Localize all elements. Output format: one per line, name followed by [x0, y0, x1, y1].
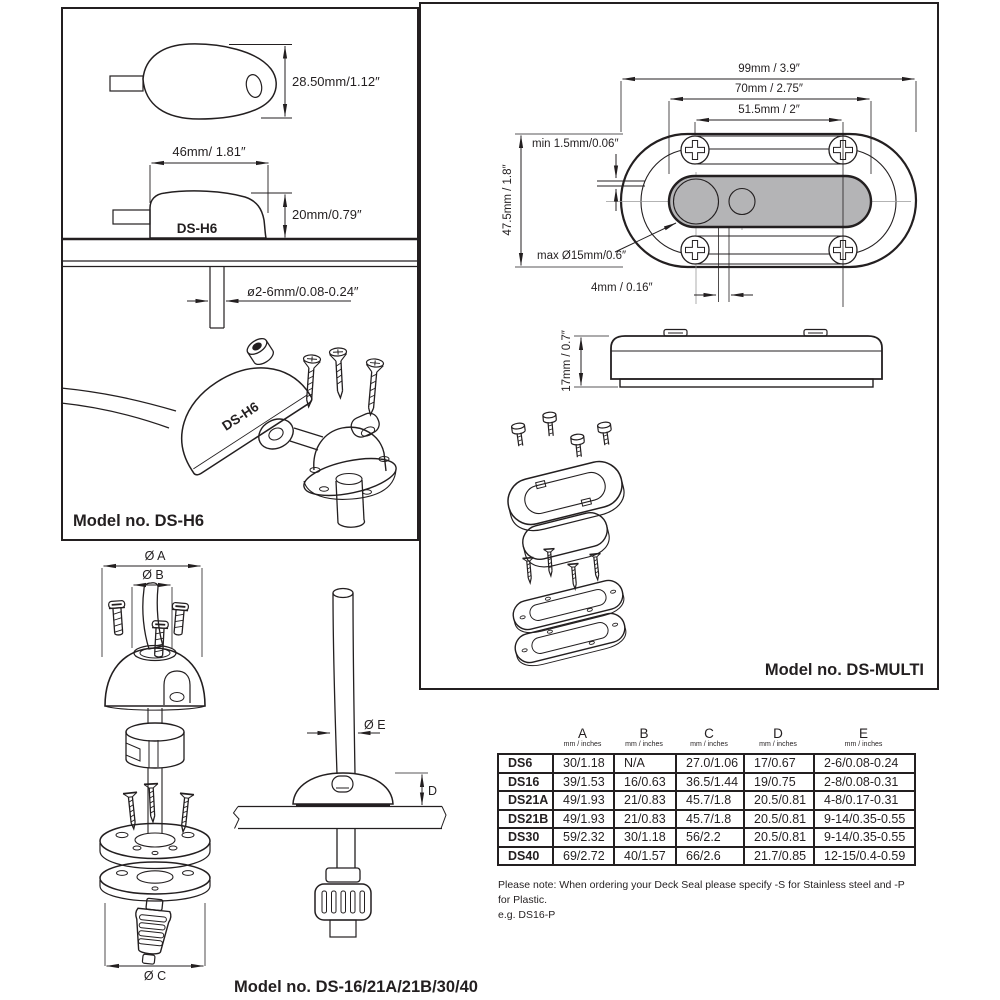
cell-b: 16/0.63	[614, 773, 676, 792]
table-row	[498, 810, 915, 829]
pan-screw	[151, 621, 169, 658]
cell-d: 20.5/0.81	[744, 828, 814, 847]
tapping-screw	[523, 558, 536, 584]
header-col-c	[675, 727, 743, 753]
ds-h6-body-label-side: DS-H6	[176, 221, 218, 236]
pan-screw	[543, 412, 558, 437]
table-row	[498, 773, 915, 792]
ds-h6-body-label-3d: DS-H6	[219, 398, 262, 434]
cell-d: 21.7/0.85	[744, 847, 814, 866]
cell-e: 9-14/0.35-0.55	[814, 810, 915, 829]
col-letter: E	[858, 726, 868, 741]
ds-h6-top-view	[110, 44, 276, 119]
pan-screw	[571, 434, 586, 458]
ds-h6-dim-height-side	[251, 193, 292, 238]
cell-c: 36.5/1.44	[676, 773, 744, 792]
cell-e: 2-6/0.08-0.24	[814, 754, 915, 773]
dim-label-17mm: 17mm / 0.7″	[561, 330, 573, 392]
spec-table-section	[497, 727, 917, 866]
screw	[300, 348, 384, 416]
col-unit: mm / inches	[690, 741, 728, 748]
gasket-plate	[510, 577, 627, 637]
pan-screw	[170, 602, 189, 635]
ds-h6-tilted-dome	[151, 332, 313, 477]
col-unit: mm / inches	[844, 741, 883, 748]
dim-label-20mm: 20mm/0.79″	[292, 207, 362, 222]
cell-b: 21/0.83	[614, 791, 676, 810]
cell-a: 69/2.72	[553, 847, 614, 866]
ds-range-caption: Model no. DS-16/21A/21B/30/40	[234, 978, 478, 996]
spec-table	[497, 753, 916, 866]
screw-head-side	[802, 330, 829, 337]
pipe-top	[333, 589, 353, 598]
cell-c: 56/2.2	[676, 828, 744, 847]
backing-nut	[315, 868, 371, 937]
mount-base	[301, 410, 400, 527]
header-col-a	[552, 727, 613, 753]
dim-label-dia-c: Ø C	[143, 969, 167, 983]
dome-assembly	[100, 583, 210, 966]
dim-label-70mm: 70mm / 2.75″	[735, 83, 803, 95]
cell-e: 4-8/0.17-0.31	[814, 791, 915, 810]
model-name: DS16	[498, 773, 553, 792]
ds-multi-panel	[419, 2, 939, 690]
ds-multi-caption: Model no. DS-MULTI	[764, 661, 924, 679]
col-letter: C	[704, 726, 714, 741]
ds-multi-side-view	[611, 330, 882, 388]
ds-multi-top-view	[606, 134, 916, 304]
pan-screw	[108, 600, 126, 635]
cell-d: 20.5/0.81	[744, 810, 814, 829]
cell-a: 49/1.93	[553, 791, 614, 810]
cell-b: N/A	[614, 754, 676, 773]
dim-label-max-hole: max Ø15mm/0.6″	[537, 250, 627, 262]
spec-table-header	[497, 727, 917, 753]
dim-label-47-5mm: 47.5mm / 1.8″	[502, 164, 514, 236]
cell-e: 2-8/0.08-0.31	[814, 773, 915, 792]
phillips-screw	[681, 236, 709, 264]
cable	[61, 403, 169, 428]
tapping-screw	[144, 784, 160, 823]
rubber-seal-block	[519, 509, 613, 572]
cell-a: 30/1.18	[553, 754, 614, 773]
cell-a: 39/1.53	[553, 773, 614, 792]
dim-label-46mm: 46mm/ 1.81″	[172, 144, 246, 159]
dim-label-dia-e: Ø E	[364, 718, 386, 732]
note-line-2: e.g. DS16-P	[498, 909, 556, 922]
header-empty	[497, 727, 552, 753]
pan-screw	[597, 421, 613, 445]
model-name: DS21B	[498, 810, 553, 829]
phillips-screw	[681, 136, 709, 164]
cell-e: 9-14/0.35-0.55	[814, 828, 915, 847]
ball-joint	[254, 413, 323, 455]
dim-label-28-50mm: 28.50mm/1.12″	[292, 74, 380, 89]
cell-b: 40/1.57	[614, 847, 676, 866]
dim-label-dia-a: Ø A	[144, 549, 166, 563]
flange-disc	[100, 862, 210, 901]
cell-c: 45.7/1.8	[676, 791, 744, 810]
screw-head-side	[662, 330, 689, 337]
split-seal	[126, 723, 184, 768]
cell-c: 66/2.6	[676, 847, 744, 866]
cell-b: 30/1.18	[614, 828, 676, 847]
header-col-b	[613, 727, 675, 753]
pan-screw	[511, 422, 527, 446]
cell-a: 59/2.32	[553, 828, 614, 847]
note-line-1: Please note: When ordering your Deck Seal please specify -S for Stainless steel and -P for Plastic.	[498, 879, 905, 907]
dim-d	[395, 773, 428, 805]
cell-c: 27.0/1.06	[676, 754, 744, 773]
col-letter: D	[773, 726, 783, 741]
table-row	[498, 754, 915, 773]
ds-multi-exploded-view	[503, 412, 629, 670]
table-row	[498, 791, 915, 810]
tapping-screw	[568, 564, 581, 590]
dim-47-5mm	[515, 134, 623, 267]
cell-b: 21/0.83	[614, 810, 676, 829]
ds-h6-deck-section	[61, 261, 417, 328]
cable-connector	[131, 897, 173, 965]
cable	[61, 388, 176, 411]
model-name: DS30	[498, 828, 553, 847]
header-col-e	[813, 727, 914, 753]
ds-multi-border	[420, 3, 938, 689]
ordering-note	[498, 878, 918, 924]
tapping-screw	[544, 549, 557, 577]
ds-h6-panel	[61, 7, 419, 541]
header-col-d	[743, 727, 813, 753]
ds-range-panel	[60, 545, 480, 1000]
model-name: DS40	[498, 847, 553, 866]
dome-on-deck	[293, 773, 393, 805]
dim-dia-b	[132, 585, 172, 648]
col-unit: mm / inches	[759, 741, 797, 748]
cap-screw	[245, 335, 277, 367]
col-letter: A	[577, 726, 587, 741]
cell-d: 17/0.67	[744, 754, 814, 773]
dim-label-dia-b: Ø B	[142, 568, 164, 582]
dim-label-51-5mm: 51.5mm / 2″	[738, 104, 800, 116]
model-name: DS21A	[498, 791, 553, 810]
cable-slot	[669, 176, 871, 227]
ds-h6-dim-width	[150, 163, 269, 213]
dim-label-d: D	[428, 784, 438, 798]
dim-label-99mm: 99mm / 3.9″	[738, 63, 800, 75]
cell-a: 49/1.93	[553, 810, 614, 829]
dim-label-cable: ø2-6mm/0.08-0.24″	[247, 284, 359, 299]
cell-d: 20.5/0.81	[744, 791, 814, 810]
cell-d: 19/0.75	[744, 773, 814, 792]
col-letter: B	[639, 726, 649, 741]
dim-label-min-edge: min 1.5mm/0.06″	[532, 138, 619, 150]
cell-e: 12-15/0.4-0.59	[814, 847, 915, 866]
cell-c: 45.7/1.8	[676, 810, 744, 829]
ds-h6-caption: Model no. DS-H6	[73, 512, 205, 530]
col-unit: mm / inches	[563, 741, 602, 748]
table-row	[498, 828, 915, 847]
ds-h6-exploded-view	[61, 332, 399, 528]
model-name: DS6	[498, 754, 553, 773]
installed-assembly	[234, 589, 447, 938]
top-cover	[503, 457, 628, 536]
dim-label-4mm: 4mm / 0.16″	[591, 282, 653, 294]
col-unit: mm / inches	[625, 741, 663, 748]
tapping-screw	[590, 553, 604, 580]
table-row	[498, 847, 915, 866]
deck-section	[234, 807, 447, 829]
